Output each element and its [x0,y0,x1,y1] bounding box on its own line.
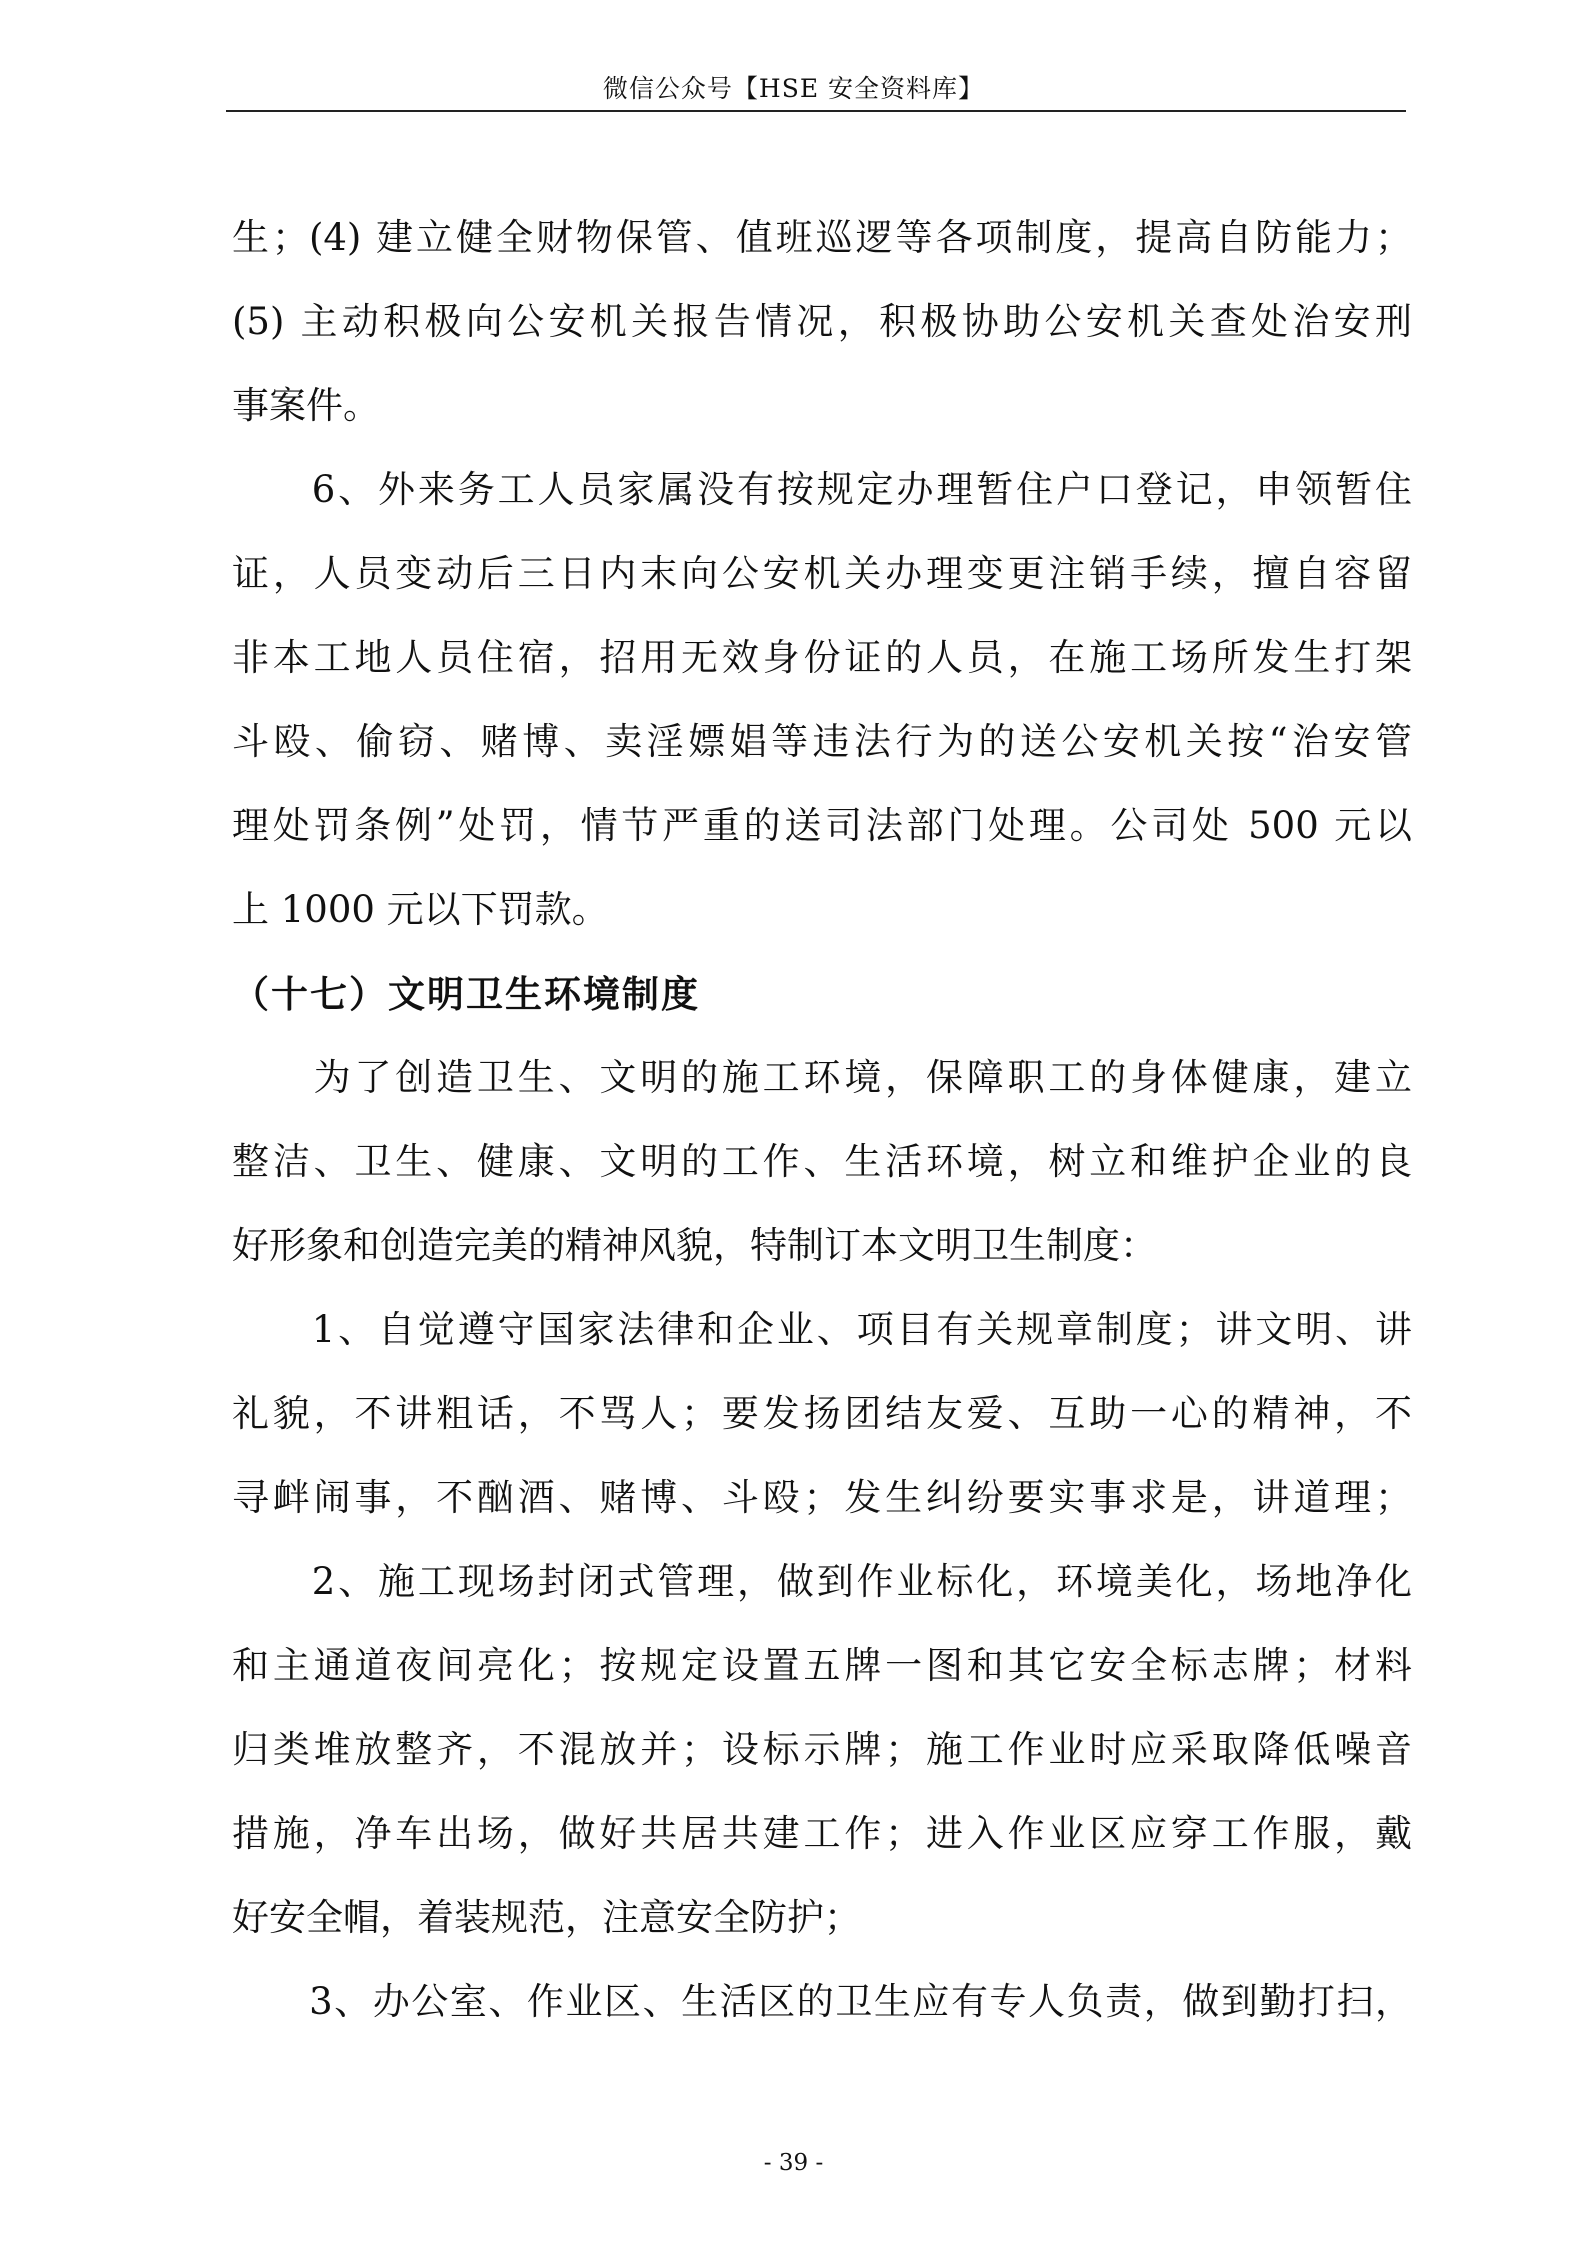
body-line: 6、外来务工人员家属没有按规定办理暂住户口登记，申领暂住 [232,468,1412,511]
body-line: 整洁、卫生、健康、文明的工作、生活环境，树立和维护企业的良 [232,1140,1412,1183]
body-line: 生；(4) 建立健全财物保管、值班巡逻等各项制度，提高自防能力； [232,216,1412,259]
document-body [232,196,1412,2044]
body-line: 归类堆放整齐，不混放并；设标示牌；施工作业时应采取降低噪音 [232,1728,1412,1771]
body-line: (5) 主动积极向公安机关报告情况，积极协助公安机关查处治安刑 [232,300,1412,343]
body-line: 非本工地人员住宿，招用无效身份证的人员，在施工场所发生打架 [232,636,1412,679]
body-line: 1、自觉遵守国家法律和企业、项目有关规章制度；讲文明、讲 [232,1308,1412,1351]
body-line: 好形象和创造完美的精神风貌，特制订本文明卫生制度： [232,1224,1157,1267]
body-line: 理处罚条例”处罚，情节严重的送司法部门处理。公司处 500 元以 [232,804,1412,847]
body-line: 和主通道夜间亮化；按规定设置五牌一图和其它安全标志牌；材料 [232,1644,1412,1687]
body-line: 证，人员变动后三日内末向公安机关办理变更注销手续，擅自容留 [232,552,1412,595]
section-heading: （十七）文明卫生环境制度 [232,972,700,1016]
body-line: 措施，净车出场，做好共居共建工作；进入作业区应穿工作服，戴 [232,1812,1412,1855]
page-number: - 39 - [763,2150,824,2176]
body-line: 寻衅闹事，不酗酒、赌博、斗殴；发生纠纷要实事求是，讲道理； [232,1476,1412,1519]
body-line: 上 1000 元以下罚款。 [232,888,609,931]
header-divider [226,110,1406,112]
body-line: 事案件。 [232,384,380,427]
body-line: 礼貌，不讲粗话，不骂人；要发扬团结友爱、互助一心的精神，不 [232,1392,1412,1435]
body-line: 为了创造卫生、文明的施工环境，保障职工的身体健康，建立 [232,1056,1412,1099]
page-header: 微信公众号【HSE 安全资料库】 [602,74,985,103]
body-line: 好安全帽，着装规范，注意安全防护； [232,1896,861,1939]
body-line: 3、办公室、作业区、生活区的卫生应有专人负责，做到勤打扫， [232,1980,1412,2023]
body-line: 2、施工现场封闭式管理，做到作业标化，环境美化，场地净化 [232,1560,1412,1603]
body-line: 斗殴、偷窃、赌博、卖淫嫖娼等违法行为的送公安机关按“治安管 [232,720,1412,763]
